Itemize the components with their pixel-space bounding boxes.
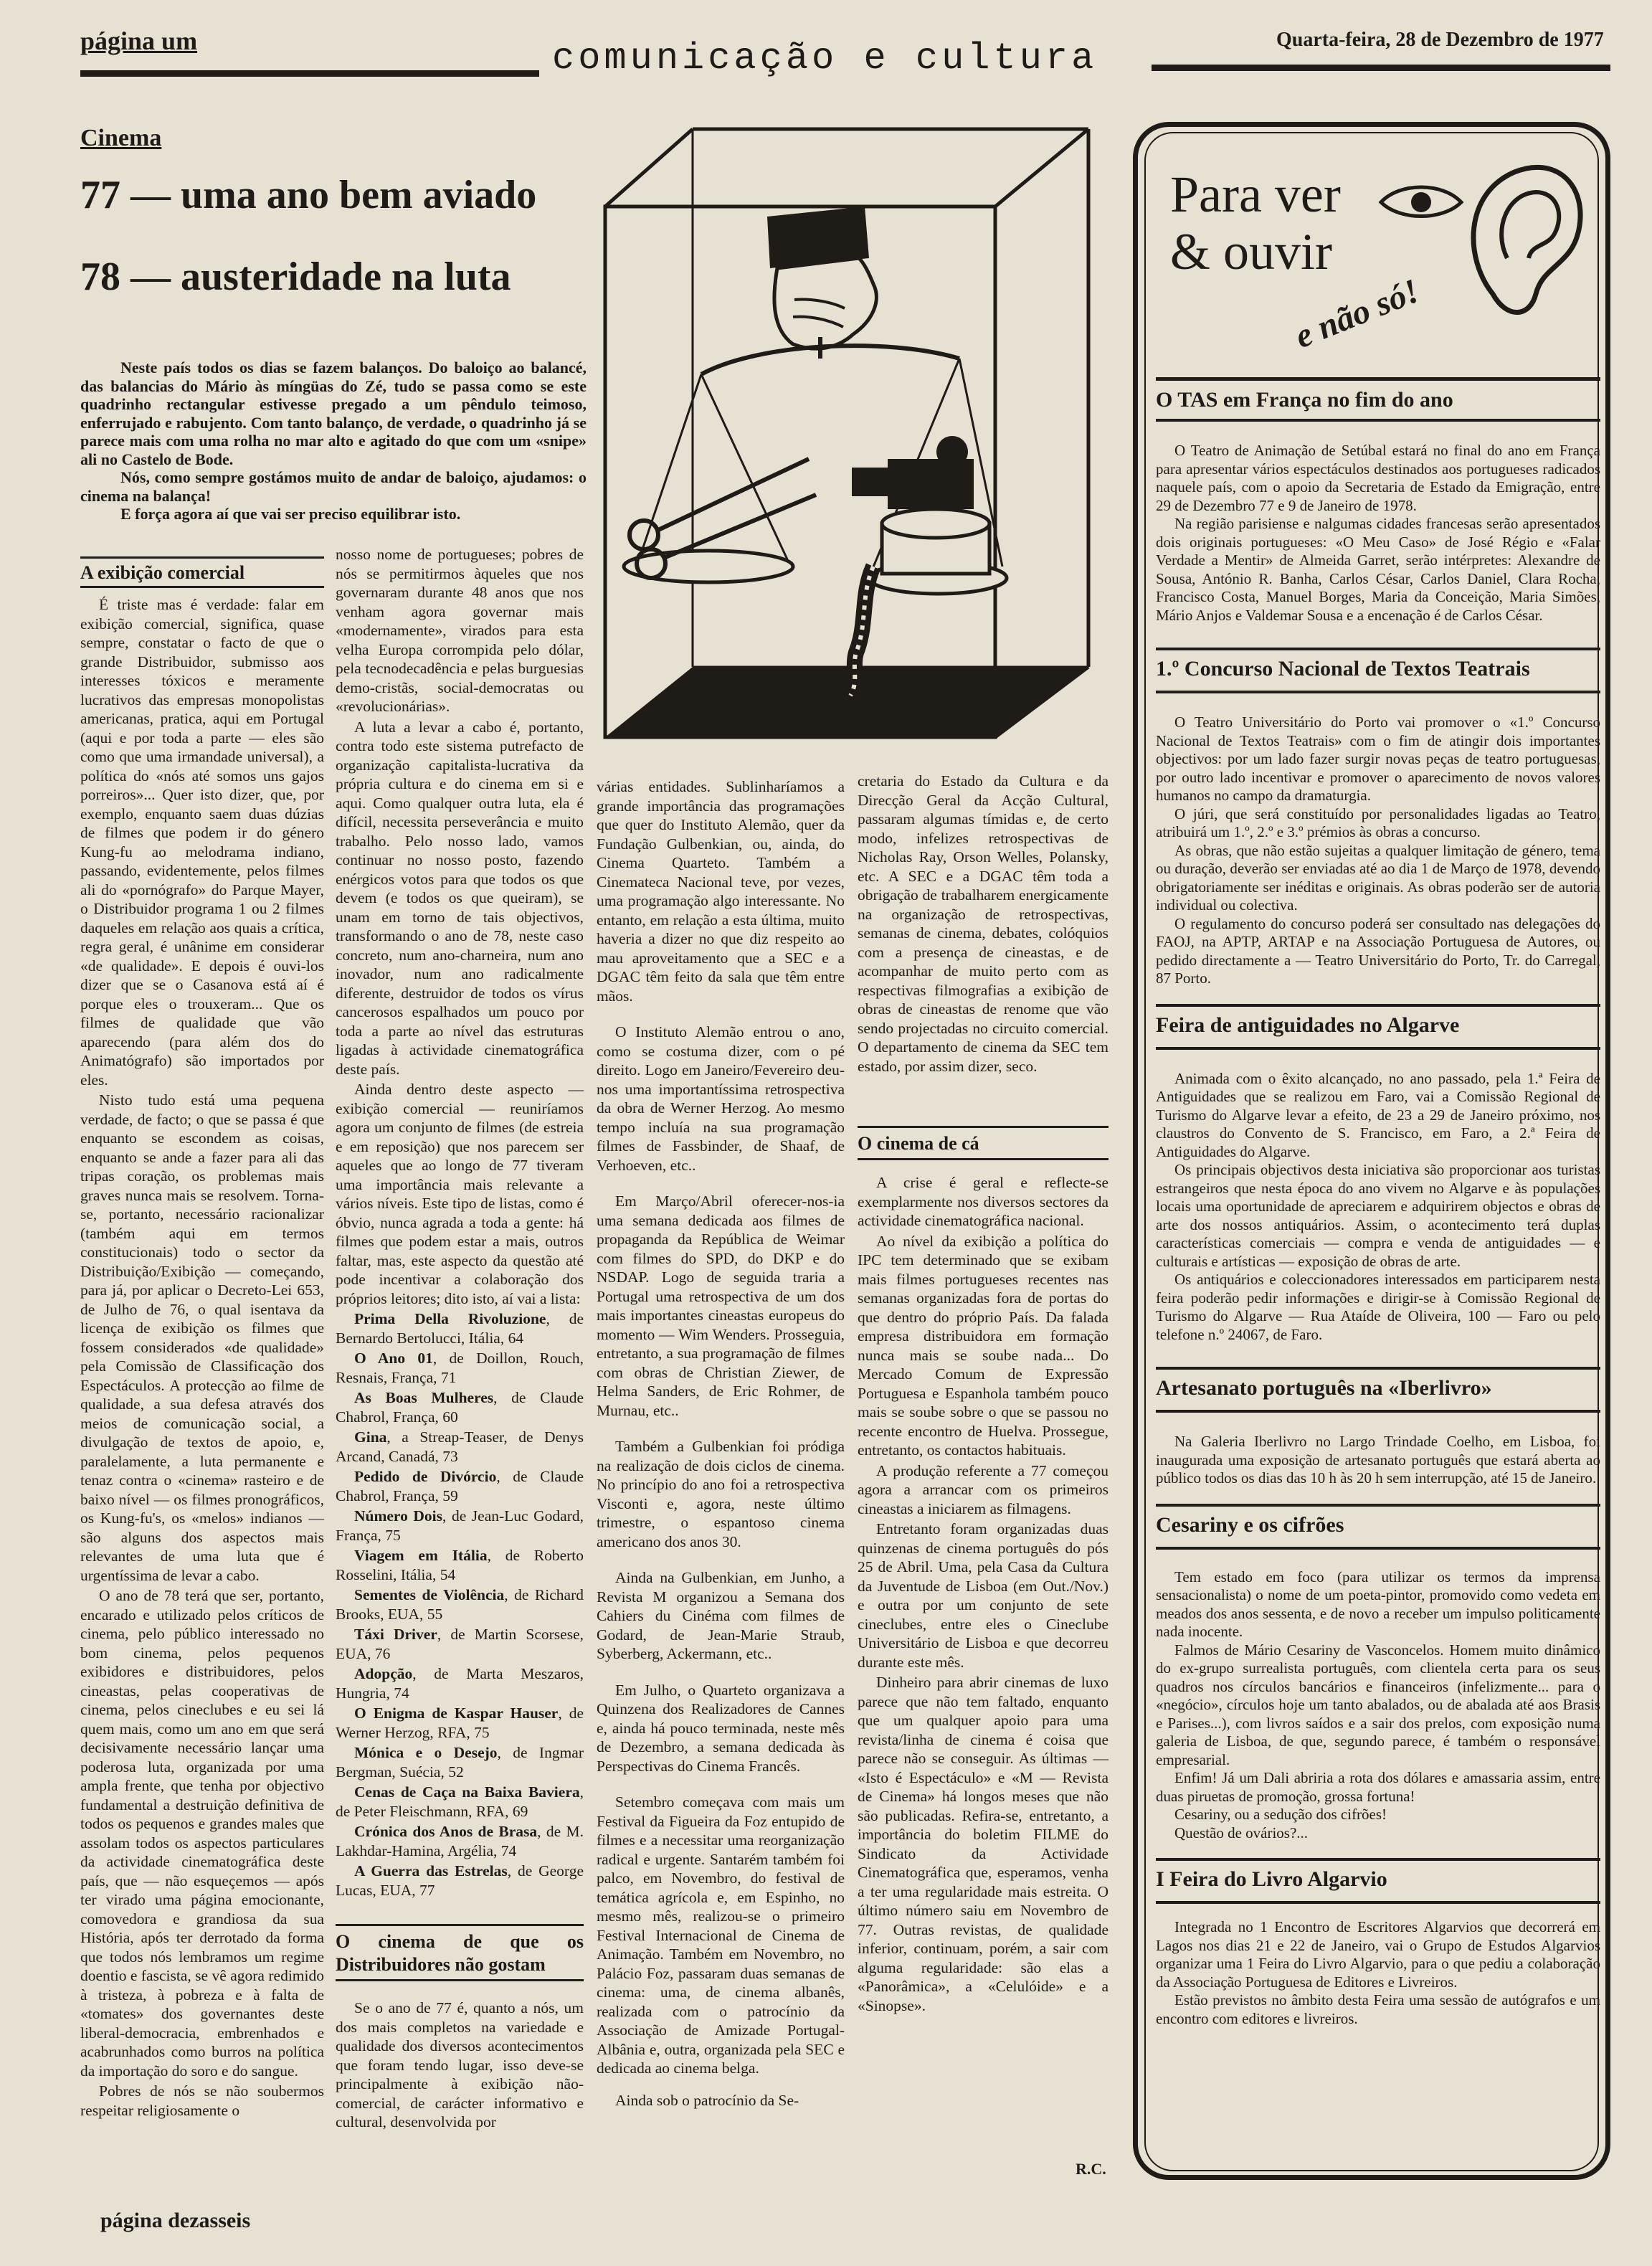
section-rule (1156, 648, 1600, 650)
section-rule (1156, 1004, 1600, 1007)
film-entry: O Enigma de Kaspar Hauser, de Werner Herzog, RFA, 75 (336, 1705, 584, 1741)
eye-icon (1378, 179, 1464, 222)
heading-rule (1156, 691, 1600, 693)
body-paragraph: Ainda sob o patrocínio da Se- (615, 2091, 799, 2109)
body-paragraph: Em Julho, o Quarteto organizava a Quinzena dos Realizadores de Cannes e, ainda há pouco terminada, neste mês de Dezembro, a semana dedicada às Perspectivas do Cinema Francês. (597, 1681, 845, 1775)
section-rule (1156, 1504, 1600, 1507)
film-entry: Sementes de Violência, de Richard Brooks, EUA, 55 (336, 1586, 584, 1623)
sidebar-item-heading: O TAS em França no fim do ano (1156, 388, 1453, 412)
sidebar-paragraph: Os principais objectivos desta iniciativa são proporcionar aos turistas estrangeiros que nesta época do ano vivem no Algarve e às populações locais uma oportunidade de apreciarem e adquirirem objectos e obras de arte dos nossos antiquários. Assim, o acontecimento terá duplas características comerciais — compra e venda de antiguidades — e culturais e artísticas — exposição de obras de arte. (1156, 1161, 1600, 1270)
lead-paragraph: Nós, como sempre gostámos muito de andar de baloiço, ajudamos: o cinema na balança! (80, 468, 587, 505)
sidebar-paragraph: O Teatro Universitário do Porto vai promover o «1.º Concurso Nacional de Textos Teatrais» com o fim de atingir dois importantes objectivos: por um lado fazer surgir novas peças de teatro portuguesas, por outro lado incentivar e promover o aparecimento de novos valores humanos no campo da dramaturgia. (1156, 714, 1600, 804)
article-column-1 (80, 556, 324, 2121)
sidebar-item-heading: Cesariny e os cifrões (1156, 1512, 1344, 1537)
sidebar-paragraph: Na região parisiense e nalgumas cidades francesas serão apresentados dois originais portugueses: «O Meu Caso» de José Régio e «Falar Verdade a Mentir» de Almeida Garret, serão intérpretes: Alexandre de Sousa, António R. Banha, Carlos César, Carlos Daniel, Clara Rocha, Francisco Costa, Manuel Borges, Maria da Conceição, Maria Simões, Mário Anjos e Valdemar Sousa e a encenação é de Carlos César. (1156, 515, 1600, 624)
sidebar-item-heading: I Feira do Livro Algarvio (1156, 1867, 1387, 1891)
section-rule (1156, 1858, 1600, 1861)
body-paragraph: Em Março/Abril oferecer-nos-ia uma semana dedicada aos filmes de propaganda da República de Weimar com filmes do SPD, do DKP e do NSDAP. Logo de seguida traria a Portugal uma retrospectiva de um dos mais importantes cineastas europeus do momento — Wim Wenders. Prosseguia, entretanto, a sua programação de filmes com obras de Christian Ziewer, de Helma Sanders, de Eric Rohmer, de Murnau, etc.. (597, 1193, 845, 1419)
body-paragraph: Ao nível da exibição a política do IPC tem determinado que se exibam mais filmes portugueses recentes nas semanas organizadas fora de portas do que dentro do próprio País. Da falada empresa distribuidora em formação nunca mais se soube nada... Do Mercado Comum de Expressão Portuguesa e Espanhola também pouco mais se soube sobre o que se passou no recente encontro de Huelva. Prossegue, entretanto, os contactos habituais. (858, 1232, 1109, 1459)
body-paragraph: Dinheiro para abrir cinemas de luxo parece que não tem faltado, enquanto que um qualquer apoio para uma revista/linha de cinema é coisa que parece não se conseguir. As últimas — «Isto é Espectáculo» e «M — Revista de Cinema» há longos meses que não são publicadas. Refira-se, entretanto, a importância do boletim FILME do Sindicato da Actividade Cinematográfica que, esperamos, venha a ter uma regularidade mais estreita. O último número saiu em Novembro de 77. Outras revistas, de qualidade inferior, continuam, porém, a sair com alguma regularidade: são elas a «Panorâmica», a «Celulóide» e a «Sinopse». (858, 1674, 1109, 2014)
body-paragraph: A luta a levar a cabo é, portanto, contra todo este sistema putrefacto de organização capitalista-lucrativa da própria cultura e do cinema em si e aqui. Como qualquer outra luta, ela é difícil, necessita perseverância e muito trabalho. Pelo nosso lado, vamos continuar no nosso posto, fazendo enérgicos votos para que todos os que devem (e todos os que queiram), se unam em torno de tais objectivos, transformando o ano de 78, neste caso concreto, num ano-charneira, num ano inovador, num ano radicalmente diferente, destruidor de todos os vírus cancerosos espalhados um pouco por toda a parte ao nível das estruturas ligadas à actividade cinematográfica deste país. (336, 718, 584, 1078)
film-entry: A Guerra das Estrelas, de George Lucas, EUA, 77 (336, 1862, 584, 1899)
body-paragraph: nosso nome de portugueses; pobres de nós se permitirmos àqueles que nos governaram durante 48 anos que nos venham agora governar mais «modernamente», virados para esta velha Europa corrompida pelo dólar, pela tecnodecadência e pelas burguesias demo-cristãs, social-democratas ou «revolucionárias». (336, 546, 584, 715)
sidebar-logo (1156, 143, 1600, 380)
sidebar-paragraph: As obras, que não estão sujeitas a qualquer limitação de género, tema ou duração, deverão ser enviadas até ao dia 1 de Março de 1978, devendo obrigatoriamente ser inéditas e originais. As obras poderão ser de autoria individual ou colectiva. (1156, 841, 1600, 914)
body-paragraph: Também a Gulbenkian foi pródiga na realização de dois ciclos de cinema. No princípio do ano foi a retrospectiva Visconti e, agora, neste último trimestre, o espantoso cinema americano dos anos 30. (597, 1438, 845, 1550)
sidebar-item-heading: 1.º Concurso Nacional de Textos Teatrais (1156, 657, 1530, 681)
heading-rule (1156, 1047, 1600, 1050)
body-paragraph: O Instituto Alemão entrou o ano, como se costuma dizer, com o pé direito. Logo em Janeiro/Fevereiro deu-nos uma importantíssima retrospectiva da obra de Werner Herzog. Ao mesmo tempo incluía na sua programação filmes de Fassbinder, de Shaaf, de Verhoeven, etc.. (597, 1023, 845, 1174)
sidebar-paragraph: O Teatro de Animação de Setúbal estará no final do ano em França para apresentar vários espectáculos destinados aos portugueses radicados naquele país, com o apoio da Secretaria de Estado da Emigração, entre 29 de Dezembro 77 e 9 de Janeiro de 1978. (1156, 442, 1600, 514)
sidebar-paragraph: Cesariny, ou a sedução dos cifrões! (1174, 1806, 1387, 1823)
body-paragraph: Entretanto foram organizadas duas quinzenas de cinema português do pós 25 de Abril. Uma, pela Casa da Cultura da Juventude de Lisboa (em Out./Nov.) e outra por um conjunto de sete cineclubes, entre eles o Cineclube Universitário de Lisboa e que decorreu durante este mês. (858, 1520, 1109, 1671)
sidebar-paragraph: Na Galeria Iberlivro no Largo Trindade Coelho, em Lisboa, foi inaugurada uma exposição de artesanato português que estará aberta ao público todos os dias das 10 h às 20 h sem interrupção, até 15 de Janeiro. (1156, 1433, 1600, 1487)
sidebar-item (1156, 387, 1600, 625)
body-paragraph: Setembro começava com mais um Festival da Figueira da Foz entupido de filmes e a necessitar uma reorganização radical e urgente. Santarém também foi palco, em Novembro, do festival de temática agrícola e, em Espinho, no mesmo mês, realizou-se o primeiro Festival Internacional de Cinema de Animação. Também em Novembro, no Palácio Foz, passaram duas semanas de cinema: uma, de cinema albanês, realizada com o patrocínio da Associação de Amizade Portugal-Albânia e, outra, organizada pela SEC e dedicada ao cinema belga. (597, 1793, 845, 2077)
body-paragraph: O ano de 78 terá que ser, portanto, encarado e utilizado pelos críticos de cinema, pelo público interessado no bom cinema, pelos pequenos exibidores e distribuidores, pelos cineastas, pelas cooperativas de cinema, pelos cineclubes e eu sei lá quem mais, como um ano em que será decisivamente necessário lançar uma poderosa luta, organizada por uma ampla frente, que tenha por objectivo fundamental a destruição definitiva de todos os pequenos e grandes males que assolam todos os aspectos particulares da actividade cinematográfica deste país, que — não esqueçemos — após ter virado uma página emocionante, comovedora e grandiosa da sua História, após ter derrotado da forma que todos nós lembramos um regime doentio e fascista, se vê agora redimido à tristeza, à pobreza e à falta de «tomates» dos governantes deste liberal-democracia, embrenhados e acabrunhados como burros na política da importação do soro e do sangue. (80, 1587, 324, 2080)
article-column-3 (597, 777, 845, 2111)
body-paragraph: É triste mas é verdade: falar em exibição comercial, significa, quase sempre, constatar o facto de que o grande Distribuidor, submisso aos interesses tóxicos e meramente lucrativos das empresas monopolistas americanas, pratica, aqui em Portugal (aqui e por toda a parte — eles são como que uma irmandade universal), a política do «nós até somos uns gajos porreiros»... Quer isto dizer, que, por exemplo, enquanto saem duas dúzias de filmes que podem ir do género Kung-fu ao melodrama indiano, passando, evidentemente, pelos filmes ali do «pornógrafo» do Parque Mayer, o Distribuidor programa 1 ou 2 filmes daqueles em relação aos quais a crítica, regra geral, é unânime em considerar «de qualidade». E depois é ouvi-los dizer que se o Casanova está aí é porque eles o trouxeram... Que os filmes de qualidade que vão aparecendo (para além dos do Animatógrafo) são importados por eles. (80, 596, 324, 1089)
sidebar-item (1156, 1867, 1600, 2028)
masthead-section-left: página um (80, 27, 198, 55)
body-paragraph: Se o ano de 77 é, quanto a nós, um dos mais completos na variedade e qualidade dos diversos acontecimentos que foram tendo lugar, isso deve-se principalmente à exibição não-comercial, de carácter informativo e cultural, desenvolvida por (336, 1999, 584, 2130)
heading-rule (1156, 419, 1600, 422)
section-rule (1156, 1367, 1600, 1370)
logo-line-2: & ouvir (1170, 223, 1332, 280)
sidebar-item-heading: Artesanato português na «Iberlivro» (1156, 1376, 1492, 1400)
ear-icon (1450, 151, 1593, 323)
film-entry: Adopção, de Marta Meszaros, Hungria, 74 (336, 1665, 584, 1702)
film-entry: Gina, a Streap-Teaser, de Denys Arcand, Canadá, 73 (336, 1428, 584, 1465)
sidebar-paragraph: Enfim! Já um Dali abriria a rota dos dólares e amassaria assim, entre duas piruetas de promoção, grossa fortuna! (1156, 1769, 1600, 1805)
scales-illustration (601, 122, 1103, 753)
sidebar-item (1156, 1512, 1600, 1843)
sidebar-paragraph: Integrada no 1 Encontro de Escritores Algarvios que decorrerá em Lagos nos dias 21 e 22 de Janeiro, vai o Grupo de Estudos Algarvios organizar uma 1 Feira do Livro Algarvio, para o que pediu a colaboração da Associação Portuguesa de Editores e Livreiros. (1156, 1918, 1600, 1991)
sidebar-paragraph: Tem estado em foco (para utilizar os termos da imprensa sensacionalista) o nome de um poeta-pintor, promovido como vedeta em meados dos anos sessenta, e de novo a receber um impulso politicamente nada inocente. (1156, 1568, 1600, 1640)
sidebar-paragraph: O regulamento do concurso poderá ser consultado nas delegações do FAOJ, na APTP, ARTAP e na Associação Portuguesa de Autores, ou pedido directamente a — Teatro Universitário do Porto, Tr. do Carregal, 87 Porto. (1156, 914, 1600, 987)
body-paragraph: A produção referente a 77 começou agora a arrancar com os primeiros cineastas a iniciarem as filmagens. (858, 1461, 1109, 1517)
lead-paragraph: Neste país todos os dias se fazem balanços. Do baloiço ao balancé, das balancias do Mário às míngüas do Zé, tudo se passa como se este quadrinho rectangular estivesse pregado a um pêndulo teimoso, enferrujado e rabujento. Com tanto balanço, de verdade, o quadrinho já se parece mais com uma rolha no mar alto e agitado do que com um «snipe» ali no Castelo de Bode. (80, 359, 587, 468)
sidebar-paragraph: Questão de ovários?... (1174, 1824, 1309, 1841)
film-entry: O Ano 01, de Doillon, Rouch, Resnais, França, 71 (336, 1350, 584, 1386)
logo-tagline: e não só! (1289, 271, 1425, 356)
film-entry: Táxi Driver, de Martin Scorsese, EUA, 76 (336, 1626, 584, 1662)
film-entry: Viagem em Itália, de Roberto Rosselini, Itália, 54 (336, 1547, 584, 1583)
subhead-exibicao: A exibição comercial (80, 556, 324, 588)
body-paragraph: Nisto tudo está uma pequena verdade, de facto; o que se passa é que enquanto se escondem as coisas, enquanto se ande a fazer para ali das tripas coração, os problemas mais graves nunca mais se resolvem. Torna-se, portanto, necessário racionalizar (também aqui em termos constitucionais) todo o sector da Distribuição/Exibição — começando, para já, por aplicar o Decreto-Lei 653, de Julho de 76, o qual isentava da licença de exibição os filmes que fossem considerados «de qualidade» pela Comissão de Classificação dos Espectáculos. A protecção ao filme de qualidade, a sua defesa através dos meios de comunicação social, a divulgação de textos de apoio, e, paralelamente, a luta permanente e tenaz contra o «cinema» rasteiro e de baixo nível — os filmes pronográficos, os Kung-fu's, os «melos» indianos — são alguns dos aspectos mais relevantes de uma luta que é urgentíssima de levar a cabo. (80, 1091, 324, 1584)
subhead-distribuidores: O cinema de que os Distribuidores não gostam (336, 1924, 584, 1981)
film-entry: Prima Della Rivoluzione, de Bernardo Bertolucci, Itália, 64 (336, 1310, 584, 1347)
sidebar-paragraph: Falmos de Mário Cesariny de Vasconcelos. Homem muito dinâmico do ex-grupo surrealista português, com clientela certa para os seus quadros nos círculos bancários e financeiros (infelizmente... para o «negócio», círculos hoje um tanto abalados, ou de abalada até aos Brasis e Parises...), com livros saídos e a sair dos prelos, com exposição numa galeria de Lisboa, de que, segundo parece, é também o responsável empresarial. (1156, 1641, 1600, 1768)
sidebar-content (1156, 381, 1600, 2028)
article-kicker: Cinema (80, 125, 162, 151)
sidebar-paragraph: Animada com o êxito alcançado, no ano passado, pela 1.ª Feira de Antiguidades que se realizou em Faro, vai a Comissão Regional de Turismo do Algarve levar a efeito, de 23 a 29 de Janeiro próximo, nos claustros do Convento de S. Francisco, em Faro, a 2.ª Feira de Antiguidades do Algarve. (1156, 1069, 1600, 1160)
body-paragraph: Ainda na Gulbenkian, em Junho, a Revista M organizou a Semana dos Cahiers du Cinéma com filmes de Godard, de Jean-Marie Straub, Syberberg, Ackermann, etc.. (597, 1569, 845, 1662)
film-entry: Crónica dos Anos de Brasa, de M. Lakhdar-Hamina, Argélia, 74 (336, 1823, 584, 1859)
logo-line-1: Para ver (1170, 166, 1341, 223)
film-entry: Pedido de Divórcio, de Claude Chabrol, França, 59 (336, 1468, 584, 1504)
subhead-cinema-de-ca: O cinema de cá (858, 1126, 1109, 1160)
film-entry: As Boas Mulheres, de Claude Chabrol, França, 60 (336, 1389, 584, 1426)
article-column-4 (858, 772, 1109, 2016)
article-headline-1: 77 — uma ano bem aviado (80, 173, 537, 217)
film-entry: Número Dois, de Jean-Luc Godard, França, 75 (336, 1507, 584, 1544)
sidebar-logo-rule (1156, 377, 1600, 381)
article-headline-2: 78 — austeridade na luta (80, 255, 511, 299)
footer-page-label: página dezasseis (100, 2209, 251, 2232)
heading-rule (1156, 1547, 1600, 1550)
film-list (336, 1309, 584, 1900)
body-paragraph: cretaria do Estado da Cultura e da Direcção Geral da Acção Cultural, passaram algumas tímidas e, de certo modo, infelizes retrospectivas de Nicholas Ray, Orson Welles, Polansky, etc. A SEC e a DGAC têm toda a obrigação de trabalharem energicamente na organização de retrospectivas, semanas de cinema, debates, colóquios com a presença de cineastas, e de acompanhar de muito perto com as respectivas filmografias a exibição de obras de cineastas de renome que vão sendo projectadas no circuito comercial. O departamento de cinema da SEC tem estado, por assim dizer, seco. (858, 772, 1109, 1075)
body-paragraph: Ainda dentro deste aspecto — exibição comercial — reuniríamos agora um conjunto de filmes (de estreia e em reposição) que nos parecem ser aqueles que ao longo de 77 tiveram uma importância mais relevante a vários níveis. Este tipo de listas, como é óbvio, nunca agrada a toda a gente: há filmes que podem estar a mais, outros faltar, mas, este aspecto da questão até pode incentivar a colaboração dos próprios leitores; dito isto, aí vai a lista: (336, 1081, 584, 1307)
masthead-rule-right (1152, 65, 1610, 71)
article-column-2 (336, 545, 584, 2133)
sidebar-paragraph: Os antiquários e coleccionadores interessados em participarem nesta feira poderão pedir informações e dirigir-se à Comissão Regional de Turismo do Algarve — Rua Ataíde de Oliveira, 100 — Faro ou pelo telefone n.º 24067, de Faro. (1156, 1271, 1600, 1343)
body-paragraph: A crise é geral e reflecte-se exemplarmente nos diversos sectores da actividade cinematográfica nacional. (858, 1174, 1109, 1229)
masthead-date: Quarta-feira, 28 de Dezembro de 1977 (1276, 29, 1604, 51)
film-entry: Mónica e o Desejo, de Ingmar Bergman, Suécia, 52 (336, 1744, 584, 1781)
body-paragraph: Pobres de nós se não soubermos respeitar religiosamente o (80, 2082, 324, 2119)
sidebar-paragraph: O júri, que será constituído por personalidades ligadas ao Teatro, atribuirá um 1.º, 2.º e 3.º prémios às obras a concurso. (1156, 805, 1600, 840)
sidebar-item (1156, 1013, 1600, 1345)
lead-paragraph: E força agora aí que vai ser preciso equilibrar isto. (120, 505, 461, 523)
sidebar-item (1156, 656, 1600, 988)
film-entry: Cenas de Caça na Baixa Baviera, de Peter Fleischmann, RFA, 69 (336, 1783, 584, 1820)
heading-rule (1156, 1901, 1600, 1904)
article-lead (80, 359, 587, 523)
sidebar-item-heading: Feira de antiguidades no Algarve (1156, 1013, 1460, 1037)
heading-rule (1156, 1410, 1600, 1413)
article-signature: R.C. (1076, 2160, 1106, 2178)
masthead-section-title: comunicação e cultura (552, 37, 1098, 80)
body-paragraph: várias entidades. Sublinharíamos a grande importância das programações que quer do Instituto Alemão, quer da Fundação Gulbenkian, ou, ainda, do Cinema Quarteto. Também a Cinemateca Nacional teve, por vezes, uma programação algo interessante. No entanto, em relação a esta última, muito haveria a dizer no que diz respeito ao mau aproveitamento que a SEC e a DGAC têm feito da sala que têm entre mãos. (597, 778, 845, 1005)
sidebar-paragraph: Estão previstos no âmbito desta Feira uma sessão de autógrafos e um encontro com editores e livreiros. (1156, 1991, 1600, 2027)
masthead-rule-left (80, 70, 539, 77)
sidebar-item (1156, 1375, 1600, 1488)
